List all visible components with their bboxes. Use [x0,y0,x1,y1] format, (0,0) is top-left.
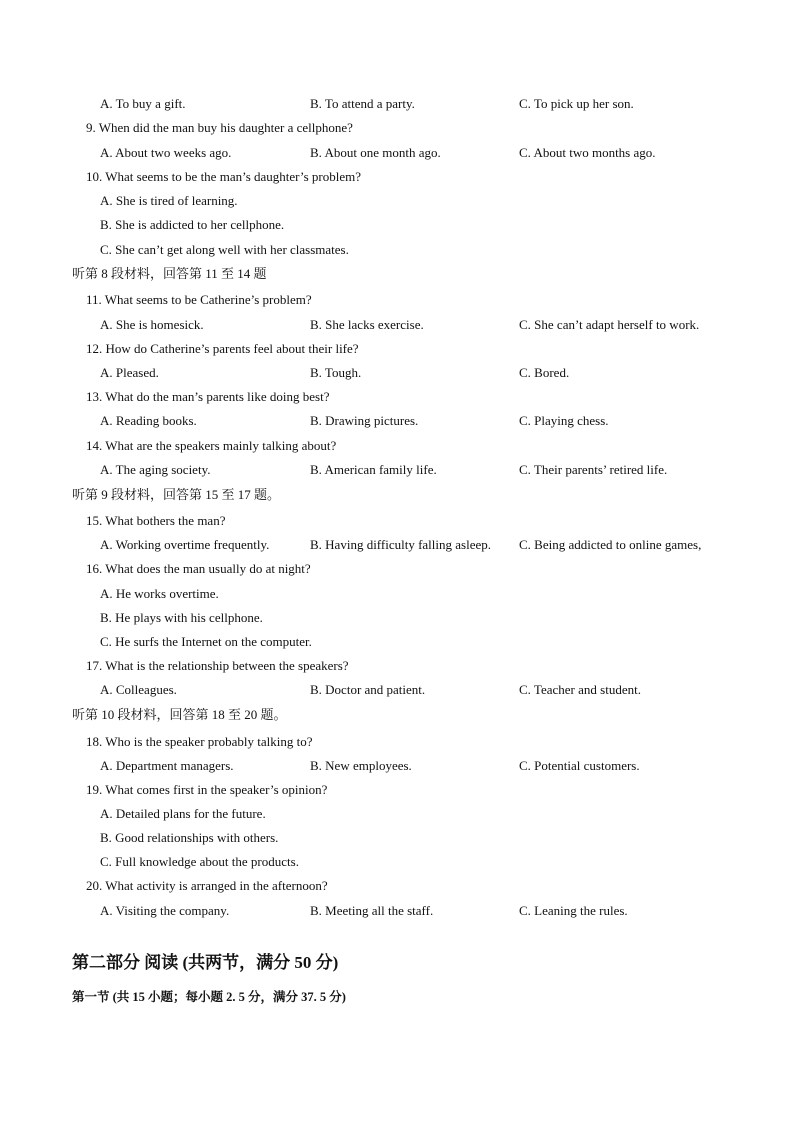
question-19-option-a-line [0,804,794,824]
q18-option-c: C. Potential customers. [519,758,640,773]
q20-option-a: A. Visiting the company. [100,903,230,918]
question-15-options [0,535,794,555]
question-18-options [0,756,794,776]
q14-option-c: C. Their parents’ retired life. [519,462,668,477]
section-9-text: 听第 9 段材料，回答第 15 至 17 题。 [72,487,281,502]
question-16 [0,559,794,579]
q16-option-a: A. He works overtime. [100,586,219,601]
q17-option-a: A. Colleagues. [100,682,177,697]
q16-option-b: B. He plays with his cellphone. [100,610,263,625]
question-9 [0,118,794,138]
q12-stem: 12. How do Catherine’s parents feel about their life? [86,341,359,356]
q14-option-b: B. American family life. [310,462,437,477]
q20-stem: 20. What activity is arranged in the afternoon? [86,878,328,893]
q19-option-a: A. Detailed plans for the future. [100,806,266,821]
q10-option-b: B. She is addicted to her cellphone. [100,217,285,232]
q14-stem: 14. What are the speakers mainly talking about? [86,438,337,453]
section-10-text: 听第 10 段材料，回答第 18 至 20 题。 [72,707,287,722]
section-10-instruction [0,705,794,725]
q10-stem: 10. What seems to be the man’s daughter’s problem? [86,169,361,184]
q15-stem: 15. What bothers the man? [86,513,226,528]
question-16-option-b-line [0,608,794,628]
q9-option-b: B. About one month ago. [310,145,441,160]
question-9-options [0,143,794,163]
question-8-options [0,94,794,114]
q8-option-a: A. To buy a gift. [100,96,186,111]
q18-option-a: A. Department managers. [100,758,234,773]
question-20 [0,876,794,896]
section-9-instruction [0,485,794,505]
q9-option-c: C. About two months ago. [519,145,656,160]
q8-option-c: C. To pick up her son. [519,96,634,111]
q12-option-c: C. Bored. [519,365,570,380]
question-15 [0,511,794,531]
q10-option-c: C. She can’t get along well with her classmates. [100,242,349,257]
question-16-option-c-line [0,632,794,652]
question-14-options [0,460,794,480]
question-10-option-b-line [0,215,794,235]
q11-option-a: A. She is homesick. [100,317,204,332]
q9-stem: 9. When did the man buy his daughter a cellphone? [86,120,353,135]
question-12 [0,339,794,359]
q9-option-a: A. About two weeks ago. [100,145,232,160]
q17-option-c: C. Teacher and student. [519,682,641,697]
q17-stem: 17. What is the relationship between the speakers? [86,658,349,673]
q19-option-b: B. Good relationships with others. [100,830,279,845]
question-13 [0,387,794,407]
q11-option-c: C. She can’t adapt herself to work. [519,317,700,332]
question-12-options [0,363,794,383]
q11-stem: 11. What seems to be Catherine’s problem? [86,292,312,307]
part-2-title: 第二部分 阅读 (共两节，满分 50 分) [72,953,339,972]
q16-stem: 16. What does the man usually do at night? [86,561,311,576]
question-13-options [0,411,794,431]
q20-option-c: C. Leaning the rules. [519,903,628,918]
question-17 [0,656,794,676]
question-19 [0,780,794,800]
q8-option-b: B. To attend a party. [310,96,415,111]
q13-option-b: B. Drawing pictures. [310,413,419,428]
question-20-options [0,901,794,921]
question-16-option-a-line [0,584,794,604]
q18-option-b: B. New employees. [310,758,412,773]
q12-option-b: B. Tough. [310,365,362,380]
q15-option-a: A. Working overtime frequently. [100,537,270,552]
q11-option-b: B. She lacks exercise. [310,317,424,332]
question-18 [0,732,794,752]
section-8-instruction [0,264,794,284]
q16-option-c: C. He surfs the Internet on the computer. [100,634,312,649]
question-10-option-c-line [0,240,794,260]
question-10 [0,167,794,187]
q15-option-c: C. Being addicted to online games, [519,537,702,552]
q12-option-a: A. Pleased. [100,365,159,380]
q15-option-b: B. Having difficulty falling asleep. [310,537,491,552]
q19-stem: 19. What comes first in the speaker’s opinion? [86,782,328,797]
q13-stem: 13. What do the man’s parents like doing best? [86,389,330,404]
question-19-option-c-line [0,852,794,872]
question-10-option-a-line [0,191,794,211]
part-2-section-1-title: 第一节 (共 15 小题；每小题 2. 5 分，满分 37. 5 分) [72,990,346,1004]
q19-option-c: C. Full knowledge about the products. [100,854,299,869]
q13-option-a: A. Reading books. [100,413,197,428]
q14-option-a: A. The aging society. [100,462,211,477]
q18-stem: 18. Who is the speaker probably talking to? [86,734,313,749]
q17-option-b: B. Doctor and patient. [310,682,426,697]
q20-option-b: B. Meeting all the staff. [310,903,434,918]
question-14 [0,436,794,456]
q10-option-a: A. She is tired of learning. [100,193,238,208]
q13-option-c: C. Playing chess. [519,413,609,428]
question-11 [0,290,794,310]
question-11-options [0,315,794,335]
question-19-option-b-line [0,828,794,848]
question-17-options [0,680,794,700]
section-8-text: 听第 8 段材料，回答第 11 至 14 题 [72,266,267,281]
